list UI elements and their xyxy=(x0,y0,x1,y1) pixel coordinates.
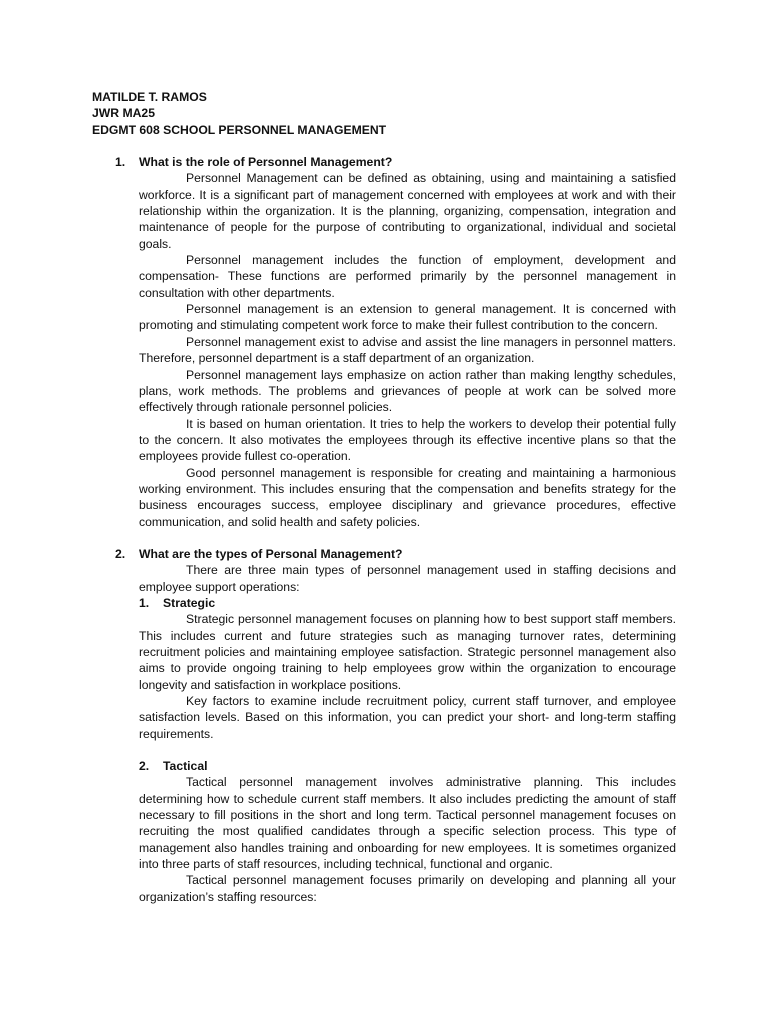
question-number: 1. xyxy=(115,155,126,170)
subheading-title: Strategic xyxy=(163,595,216,610)
question-1 xyxy=(92,154,676,530)
paragraph: It is based on human orientation. It tries to help the workers to develop their potential fully to the concern. It also motivates the employees through its effective incentive plans so that the employees provide fullest co-operation. xyxy=(139,416,676,464)
document-page xyxy=(92,89,676,905)
subheading-number: 2. xyxy=(139,759,150,774)
paragraph: Strategic personnel management focuses on planning how to best support staff members. This includes current and future strategies such as managing turnover rates, determining recruitment policies and maintaining employee satisfaction. Strategic personnel management also aims to provide ongoing training to help employees grow within the organization to encourage longevity and satisfaction in workplace positions. xyxy=(139,612,676,692)
question-title: What are the types of Personal Management? xyxy=(139,546,403,561)
subheading-strategic xyxy=(139,595,676,611)
paragraph: Personnel management is an extension to general management. It is concerned with promoting and stimulating competent work force to make their fullest contribution to the concern. xyxy=(139,302,676,333)
paragraph: Good personnel management is responsible for creating and maintaining a harmonious working environment. This includes ensuring that the compensation and benefits strategy for the business encourages success, employee disciplinary and grievance procedures, effective communication, and solid health and safety policies. xyxy=(139,465,676,529)
document-header xyxy=(92,89,676,138)
program-code: JWR MA25 xyxy=(92,106,155,121)
subheading-tactical xyxy=(139,758,676,774)
question-2 xyxy=(92,546,676,905)
paragraph: Tactical personnel management focuses primarily on developing and planning all your organization’s staffing resources: xyxy=(139,873,676,904)
spacer xyxy=(139,742,676,758)
subheading-title: Tactical xyxy=(163,759,208,774)
intro-paragraph: There are three main types of personnel management used in staffing decisions and employee support operations: xyxy=(139,563,676,594)
paragraph: Personnel Management can be defined as obtaining, using and maintaining a satisfied workforce. It is a significant part of management concerned with employees at work and with their relationship within the organization. It is the planning, organizing, compensation, integration and maintenance of people for the purpose of contributing to organizational, individual and societal goals. xyxy=(139,171,676,251)
question-number: 2. xyxy=(115,546,126,561)
paragraph: Key factors to examine include recruitment policy, current staff turnover, and employee satisfaction levels. Based on this information, you can predict your short- and long-term staffing requirements. xyxy=(139,694,676,741)
author-name: MATILDE T. RAMOS xyxy=(92,90,207,104)
paragraph: Tactical personnel management involves administrative planning. This includes determining how to schedule current staff members. It also includes predicting the amount of staff necessary to fill positions in the short and long term. Tactical personnel management focuses on recruiting the most qualified candidates through a specific selection process. This type of management also handles training and onboarding for new employees. It is sometimes organized into three parts of staff resources, including technical, functional and organic. xyxy=(139,775,676,872)
subheading-number: 1. xyxy=(139,595,150,610)
question-title: What is the role of Personnel Management? xyxy=(139,155,393,170)
course-title: EDGMT 608 SCHOOL PERSONNEL MANAGEMENT xyxy=(92,122,387,137)
paragraph: Personnel management exist to advise and assist the line managers in personnel matters. Therefore, personnel department is a staff department of an organization. xyxy=(139,334,676,366)
spacer xyxy=(92,530,676,546)
paragraph: Personnel management lays emphasize on action rather than making lengthy schedules, plans, work methods. The problems and grievances of people at work can be solved more effectively through rationale personnel policies. xyxy=(139,367,676,415)
paragraph: Personnel management includes the function of employment, development and compensation- These functions are performed primarily by the personnel management in consultation with other departments. xyxy=(139,253,676,300)
